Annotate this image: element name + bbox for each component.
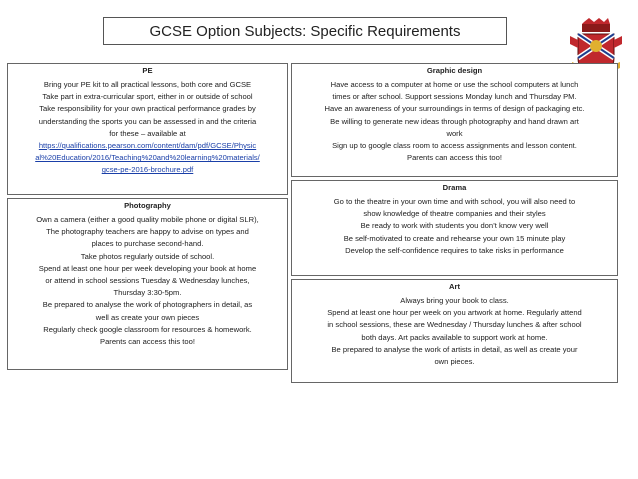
pe-line: Take responsibility for your own practical performance grades by [39,104,256,114]
pe-brochure-link[interactable]: https://qualifications.pearson.com/content/dam/pdf/GCSE/Physic [38,141,257,151]
pe-line: Bring your PE kit to all practical lessons, both core and GCSE [43,80,252,89]
drama-line: Be self-motivated to create and rehearse your own 15 minute play [343,233,566,243]
drama-panel [291,180,618,276]
graphic-design-line: Have access to a computer at home or use the school computers at lunch [330,80,579,89]
pe-brochure-link[interactable]: al%20Education/2016/Teaching%20and%20learning%20materials/ [35,153,260,163]
graphic-design-line: Sign up to google class room to access assignments and lesson content. [332,141,577,151]
photography-line: Regularly check google classroom for resources & homework. [43,324,252,334]
art-line: Always bring your book to class. [400,296,509,305]
art-line: both days. Art packs available to support work at home. [361,332,548,342]
art-line: Spend at least one hour per week on you artwork at home. Regularly attend [327,308,582,318]
graphic-design-panel [291,63,618,177]
photography-line: Parents can access this too! [100,337,195,347]
art-line: Be prepared to analyse the work of artists in detail, as well as create your [331,344,578,354]
pe-panel [7,63,288,195]
graphic-design-line: times or after school. Support sessions Monday lunch and Thursday PM. [332,92,577,102]
page-title: GCSE Option Subjects: Specific Requirements [103,17,507,45]
photography-line: places to purchase second-hand. [91,239,204,249]
pe-line: for these – available at [109,128,186,138]
photography-line: or attend in school sessions Tuesday & Wednesday lunches, [45,276,250,286]
graphic-design-line: Have an awareness of your surroundings in terms of design of packaging etc. [324,104,585,114]
pe-brochure-link[interactable]: gcse-pe-2016-brochure.pdf [101,165,194,175]
drama-line: Develop the self-confidence requires to take risks in performance [345,245,564,255]
art-line: in school sessions, these are Wednesday / Thursday lunches & after school [327,320,582,330]
photography-line: well as create your own pieces [95,312,200,322]
art-line: own pieces. [434,357,475,367]
art-panel [291,279,618,383]
photography-line: Thursday 3:30-5pm. [113,288,182,298]
drama-line: show knowledge of theatre companies and their styles [363,209,546,219]
graphic-design-heading: Graphic design [426,66,483,75]
art-heading: Art [449,282,460,291]
photography-line: Be prepared to analyse the work of photographers in detail, as [42,300,253,310]
photography-line: Own a camera (either a good quality mobile phone or digital SLR), [36,215,259,224]
drama-heading: Drama [442,183,467,192]
graphic-design-line: Parents can access this too! [407,153,502,163]
graphic-design-line: work [446,128,463,138]
drama-line: Be ready to work with students you don’t know very well [360,221,549,231]
pe-line: Take part in extra-curricular sport, either in or outside of school [42,92,253,102]
photography-line: Take photos regularly outside of school. [80,251,215,261]
pe-line: understanding the sports you can be assessed in and the criteria [38,116,257,126]
photography-panel [7,198,288,370]
photography-line: Spend at least one hour per week developing your book at home [38,263,257,273]
pe-heading: PE [142,66,153,75]
drama-line: Go to the theatre in your own time and with school, you will also need to [333,197,576,206]
photography-heading: Photography [124,201,171,210]
graphic-design-line: Be willing to generate new ideas through photography and hand drawn art [330,116,579,126]
photography-line: The photography teachers are happy to advise on types and [46,227,249,237]
